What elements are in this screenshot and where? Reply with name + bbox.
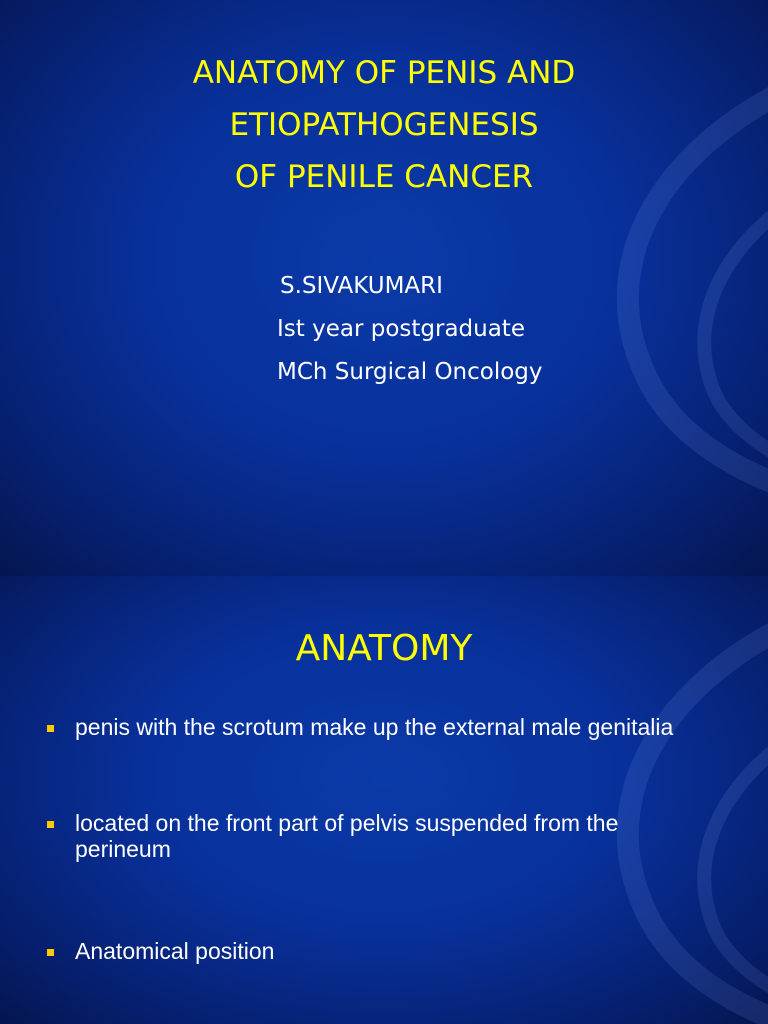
slide-title: ANATOMY: [295, 628, 473, 669]
slide-title-line-2: ETIOPATHOGENESIS: [229, 107, 539, 143]
square-bullet-icon: [47, 821, 54, 828]
author-department: MCh Surgical Oncology: [277, 359, 543, 385]
anatomy-slide: [0, 576, 768, 1024]
square-bullet-icon: [47, 725, 54, 732]
slide-title-line-1: ANATOMY OF PENIS AND: [192, 55, 576, 91]
square-bullet-icon: [47, 949, 54, 956]
bullet-text: located on the front part of pelvis suspended from the perineum: [75, 810, 619, 862]
author-position: Ist year postgraduate: [277, 316, 525, 342]
author-name: S.SIVAKUMARI: [280, 273, 443, 299]
slide-title-line-3: OF PENILE CANCER: [234, 159, 534, 195]
bullet-text: penis with the scrotum make up the external male genitalia: [75, 714, 674, 740]
bullet-text: Anatomical position: [75, 938, 275, 964]
